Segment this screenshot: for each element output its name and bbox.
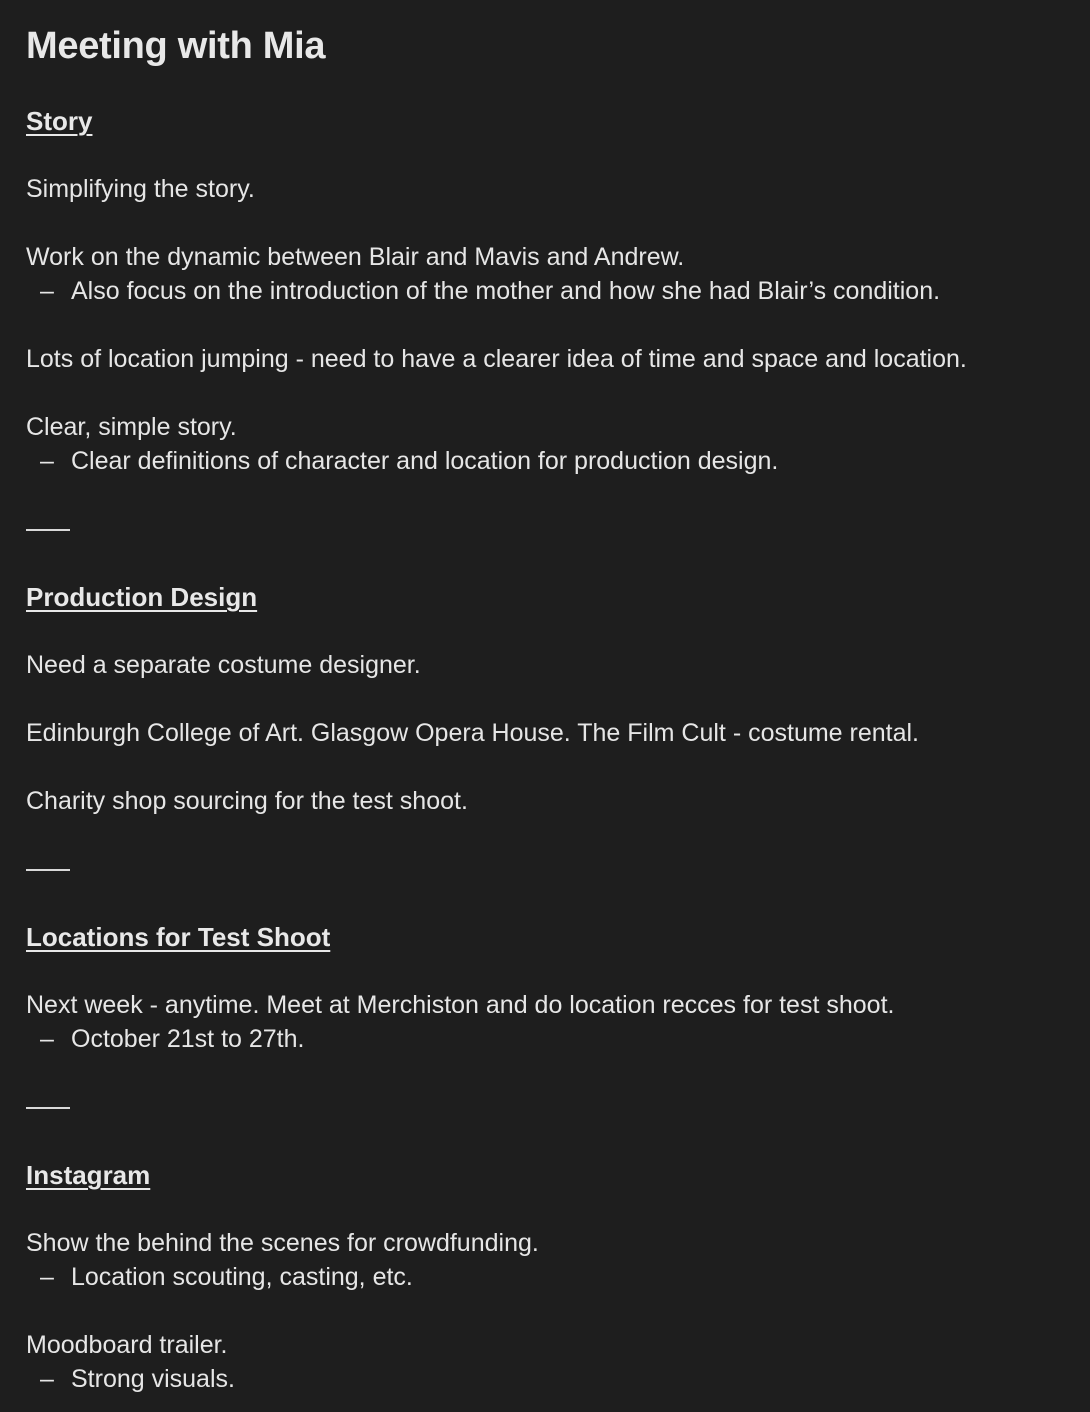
bullet-marker: – — [40, 277, 54, 305]
note-line[interactable]: Charity shop sourcing for the test shoot. — [26, 787, 468, 815]
bullet-marker: – — [40, 1365, 54, 1393]
note-line[interactable]: Clear, simple story. — [26, 413, 237, 441]
section-heading-production-design[interactable]: Production Design — [26, 582, 258, 612]
note-line[interactable]: Need a separate costume designer. — [26, 651, 421, 679]
bullet-text: Clear definitions of character and location for production design. — [71, 447, 779, 475]
bullet-marker: – — [40, 1025, 54, 1053]
bullet-text: Strong visuals. — [71, 1365, 235, 1393]
bullet-text: Also focus on the introduction of the mother and how she had Blair’s condition. — [71, 277, 941, 305]
note-title[interactable]: Meeting with Mia — [26, 25, 326, 67]
note-line[interactable]: Simplifying the story. — [26, 175, 255, 203]
bullet-marker: – — [40, 1263, 54, 1291]
note-line[interactable]: Next week - anytime. Meet at Merchiston and do location recces for test shoot. — [26, 991, 895, 1019]
bullet-item[interactable] — [40, 274, 940, 308]
section-heading-instagram[interactable]: Instagram — [26, 1160, 151, 1190]
bullet-item[interactable] — [40, 1362, 235, 1396]
section-divider — [26, 869, 70, 871]
note-line[interactable]: Work on the dynamic between Blair and Mavis and Andrew. — [26, 243, 685, 271]
bullet-item[interactable] — [40, 1022, 304, 1056]
bullet-text: Location scouting, casting, etc. — [71, 1263, 413, 1291]
bullet-text: October 21st to 27th. — [71, 1025, 305, 1053]
note-line[interactable]: Lots of location jumping - need to have a clearer idea of time and space and location. — [26, 345, 967, 373]
note-line[interactable]: Show the behind the scenes for crowdfunding. — [26, 1229, 539, 1257]
bullet-item[interactable] — [40, 1260, 413, 1294]
section-heading-locations[interactable]: Locations for Test Shoot — [26, 922, 331, 952]
note-line[interactable]: Edinburgh College of Art. Glasgow Opera House. The Film Cult - costume rental. — [26, 719, 920, 747]
section-divider — [26, 529, 70, 531]
section-divider — [26, 1107, 70, 1109]
bullet-item[interactable] — [40, 444, 778, 478]
section-heading-story[interactable]: Story — [26, 106, 93, 136]
bullet-marker: – — [40, 447, 54, 475]
note-line[interactable]: Moodboard trailer. — [26, 1331, 228, 1359]
